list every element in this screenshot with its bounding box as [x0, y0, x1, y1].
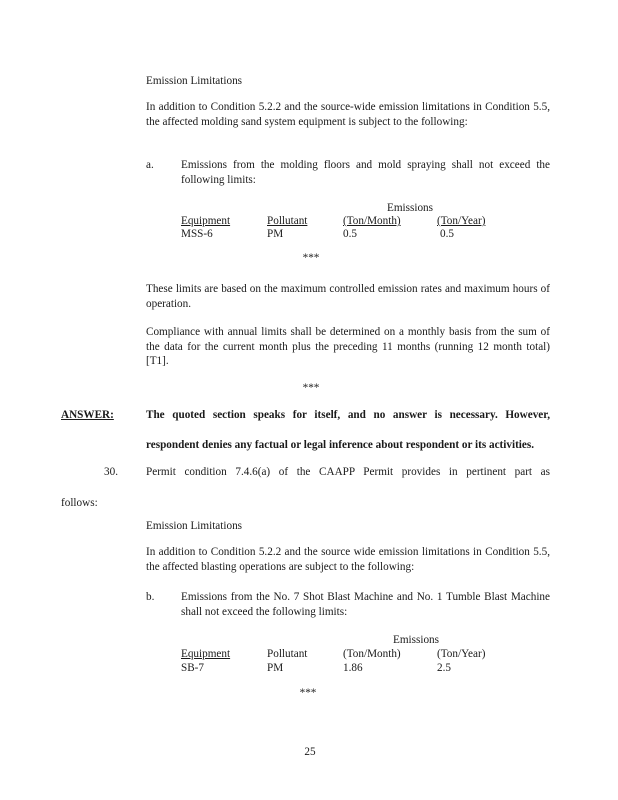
table-header-ton-month: (Ton/Month) — [343, 648, 401, 660]
page-number: 25 — [304, 746, 316, 758]
intro-paragraph: In addition to Condition 5.2.2 and the source wide emission limitations in Condition 5.5, the affected blasting operations are subject to the following: — [146, 546, 550, 573]
table-cell-pollutant: PM — [267, 662, 284, 674]
item-text: Emissions from the No. 7 Shot Blast Machine and No. 1 Tumble Blast Machine shall not exceed the following limits: — [181, 591, 550, 618]
separator: *** — [299, 687, 317, 699]
answer-text-line2: respondent denies any factual or legal inference about respondent or its activities. — [146, 439, 535, 451]
table-cell-equipment: SB-7 — [181, 662, 205, 674]
paragraph-number: 30. — [104, 466, 118, 478]
table-cell-equipment: MSS-6 — [181, 228, 213, 240]
table-header-pollutant: Pollutant — [267, 648, 308, 660]
table-cell-ton-month: 1.86 — [343, 662, 363, 674]
paragraph30-line2: follows: — [61, 497, 98, 509]
limits-basis-paragraph: These limits are based on the maximum controlled emission rates and maximum hours of operation. — [146, 283, 550, 310]
item-text: Emissions from the molding floors and mold spraying shall not exceed the following limits: — [181, 159, 550, 186]
table-header-ton-year: (Ton/Year) — [437, 215, 486, 227]
item-marker: a. — [146, 159, 154, 171]
paragraph30-line1: Permit condition 7.4.6(a) of the CAAPP Permit provides in pertinent part as — [146, 466, 550, 478]
table-group-header: Emissions — [387, 202, 434, 214]
separator: *** — [302, 382, 320, 394]
item-marker: b. — [146, 591, 155, 603]
table-header-ton-year: (Ton/Year) — [437, 648, 486, 660]
answer-text-line1: The quoted section speaks for itself, and no answer is necessary. However, — [146, 409, 550, 421]
table-cell-ton-year: 2.5 — [437, 662, 451, 674]
section-heading: Emission Limitations — [146, 75, 243, 87]
table-cell-ton-year: 0.5 — [440, 228, 454, 240]
table-group-header: Emissions — [393, 634, 440, 646]
intro-paragraph: In addition to Condition 5.2.2 and the source-wide emission limitations in Condition 5.5, the affected molding sand system equipment is subject to the following: — [146, 101, 550, 128]
separator: *** — [302, 252, 320, 264]
section-heading: Emission Limitations — [146, 520, 243, 532]
table-header-equipment: Equipment — [181, 215, 231, 227]
table-header-equipment: Equipment — [181, 648, 231, 660]
table-cell-pollutant: PM — [267, 228, 284, 240]
table-cell-ton-month: 0.5 — [343, 228, 357, 240]
table-header-ton-month: (Ton/Month) — [343, 215, 401, 227]
answer-label: ANSWER: — [61, 409, 114, 421]
compliance-paragraph: Compliance with annual limits shall be determined on a monthly basis from the sum of the data for the current month plus the preceding 11 months (running 12 month total) [T1]. — [146, 326, 550, 367]
table-header-pollutant: Pollutant — [267, 215, 308, 227]
